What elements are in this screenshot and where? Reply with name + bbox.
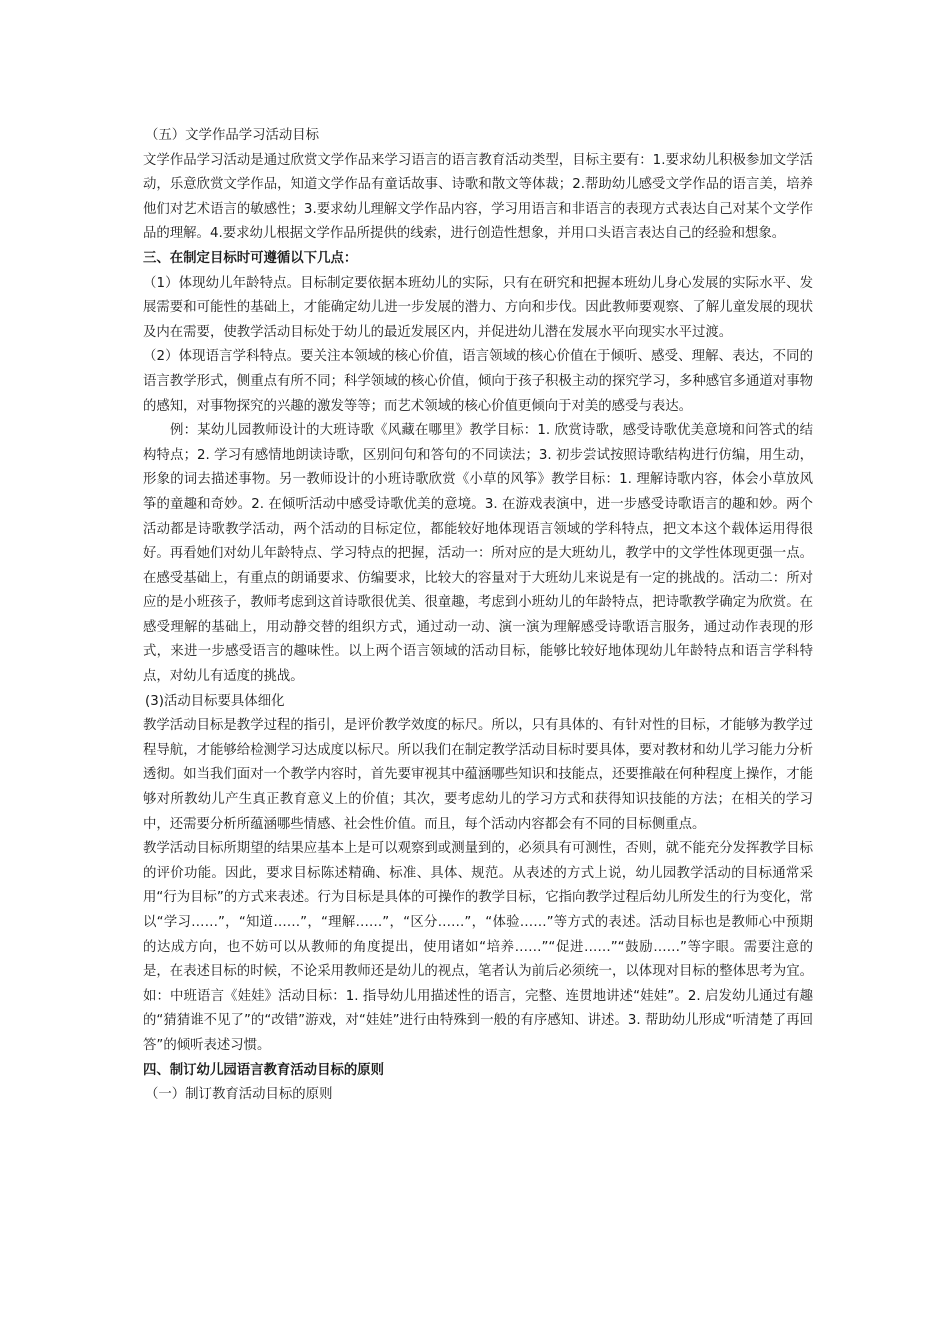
section-subheading: (3)活动目标要具体细化 bbox=[145, 693, 285, 709]
document-body bbox=[143, 124, 813, 1108]
example-paragraph: 例：某幼儿园教师设计的大班诗歌《风藏在哪里》教学目标：1. 欣赏诗歌，感受诗歌优美意境和问答式的结构特点；2. 学习有感情地朗读诗歌，区别问句和答句的不同读法；3. 初步尝试按照诗歌结构进行仿编，用生动，形象的词去描述事物。另一教师设计的小班诗歌欣赏《小草的风筝》教学目标：1. 理解诗歌内容，体会小草放风筝的童趣和奇妙。2. 在倾听活动中感受诗歌优美的意境。3. 在游戏表演中，进一步感受诗歌语言的趣和妙。两个活动都是诗歌教学活动，两个活动的目标定位，都能较好地体现语言领域的学科特点，把文本这个载体运用得很好。再看她们对幼儿年龄特点、学习特点的把握，活动一：所对应的是大班幼儿，教学中的文学性体现更强一点。在感受基础上，有重点的朗诵要求、仿编要求，比较大的容量对于大班幼儿来说是有一定的挑战的。活动二：所对应的是小班孩子，教师考虑到这首诗歌很优美、很童趣，考虑到小班幼儿的年龄特点，把诗歌教学确定为欣赏。在感受理解的基础上，用动静交替的组织方式，通过动一动、演一演为理解感受诗歌语言服务，通过动作表现的形式，来进一步感受语言的趣味性。以上两个语言领域的活动目标，能够比较好地体现幼儿年龄特点和语言学科特点，对幼儿有适度的挑战。 bbox=[143, 423, 813, 685]
body-paragraph: （2）体现语言学科特点。要关注本领域的核心价值，语言领域的核心价值在于倾听、感受、理解、表达，不同的语言教学形式，侧重点有所不同；科学领域的核心价值，倾向于孩子积极主动的探究学习，多种感官多通道对事物的感知，对事物探究的兴趣的激发等等；而艺术领域的核心价值更倾向于对美的感受与表达。 bbox=[143, 349, 813, 414]
section-subheading: （五）文学作品学习活动目标 bbox=[145, 128, 320, 143]
body-paragraph: 教学活动目标所期望的结果应基本上是可以观察到或测量到的，必须具有可测性，否则，就不能充分发挥教学目标的评价功能。因此，要求目标陈述精确、标准、具体、规范。从表述的方式上说，幼儿园教学活动的目标通常采用“行为目标”的方式来表述。行为目标是具体的可操作的教学目标，它指向教学过程后幼儿所发生的行为变化，常以“学习……”，“知道……”，“理解……”，“区分……”，“体验……”等方式的表述。活动目标也是教师心中预期的达成方向，也不妨可以从教师的角度提出，使用诸如“培养……”“促进……”“鼓励……”等字眼。需要注意的是，在表述目标的时候，不论采用教师还是幼儿的视点，笔者认为前后必须统一，以体现对目标的整体思考为宜。如：中班语言《娃娃》活动目标：1. 指导幼儿用描述性的语言，完整、连贯地讲述“娃娃”。2. 启发幼儿通过有趣的“猜猜谁不见了”的“改错”游戏，对“娃娃”进行由特殊到一般的有序感知、讲述。3. 帮助幼儿形成“听清楚了再回答”的倾听表述习惯。 bbox=[143, 841, 814, 1053]
body-paragraph: （1）体现幼儿年龄特点。目标制定要依据本班幼儿的实际，只有在研究和把握本班幼儿身心发展的实际水平、发展需要和可能性的基础上，才能确定幼儿进一步发展的潜力、方向和步伐。因此教师要观察、了解儿童发展的现状及内在需要，使教学活动目标处于幼儿的最近发展区内，并促进幼儿潜在发展水平向现实水平过渡。 bbox=[143, 275, 813, 340]
section-heading: 三、在制定目标时可遵循以下几点： bbox=[143, 250, 358, 266]
body-paragraph: 教学活动目标是教学过程的指引，是评价教学效度的标尺。所以，只有具体的、有针对性的目标，才能够为教学过程导航，才能够给检测学习达成度以标尺。所以我们在制定教学活动目标时要具体，要对教材和幼儿学习能力分析透彻。如当我们面对一个教学内容时，首先要审视其中蕴涵哪些知识和技能点，还要推敲在何种程度上操作，才能够对所教幼儿产生真正教育意义上的价值；其次，要考虑幼儿的学习方式和获得知识技能的方法；在相关的学习中，还需要分析所蕴涵哪些情感、社会性价值。而且，每个活动内容都会有不同的目标侧重点。 bbox=[143, 718, 813, 832]
section-subheading: （一）制订教育活动目标的原则 bbox=[145, 1087, 333, 1103]
body-paragraph: 文学作品学习活动是通过欣赏文学作品来学习语言的语言教育活动类型，目标主要有：1.要求幼儿积极参加文学活动，乐意欣赏文学作品，知道文学作品有童话故事、诗歌和散文等体裁；2.帮助幼儿感受文学作品的语言美，培养他们对艺术语言的敏感性；3.要求幼儿理解文学作品内容，学习用语言和非语言的表现方式表达自己对某个文学作品的理解。4.要求幼儿根据文学作品所提供的线索，进行创造性想象，并用口头语言表达自己的经验和想象。 bbox=[143, 152, 813, 242]
section-heading: 四、制订幼儿园语言教育活动目标的原则 bbox=[143, 1062, 385, 1078]
